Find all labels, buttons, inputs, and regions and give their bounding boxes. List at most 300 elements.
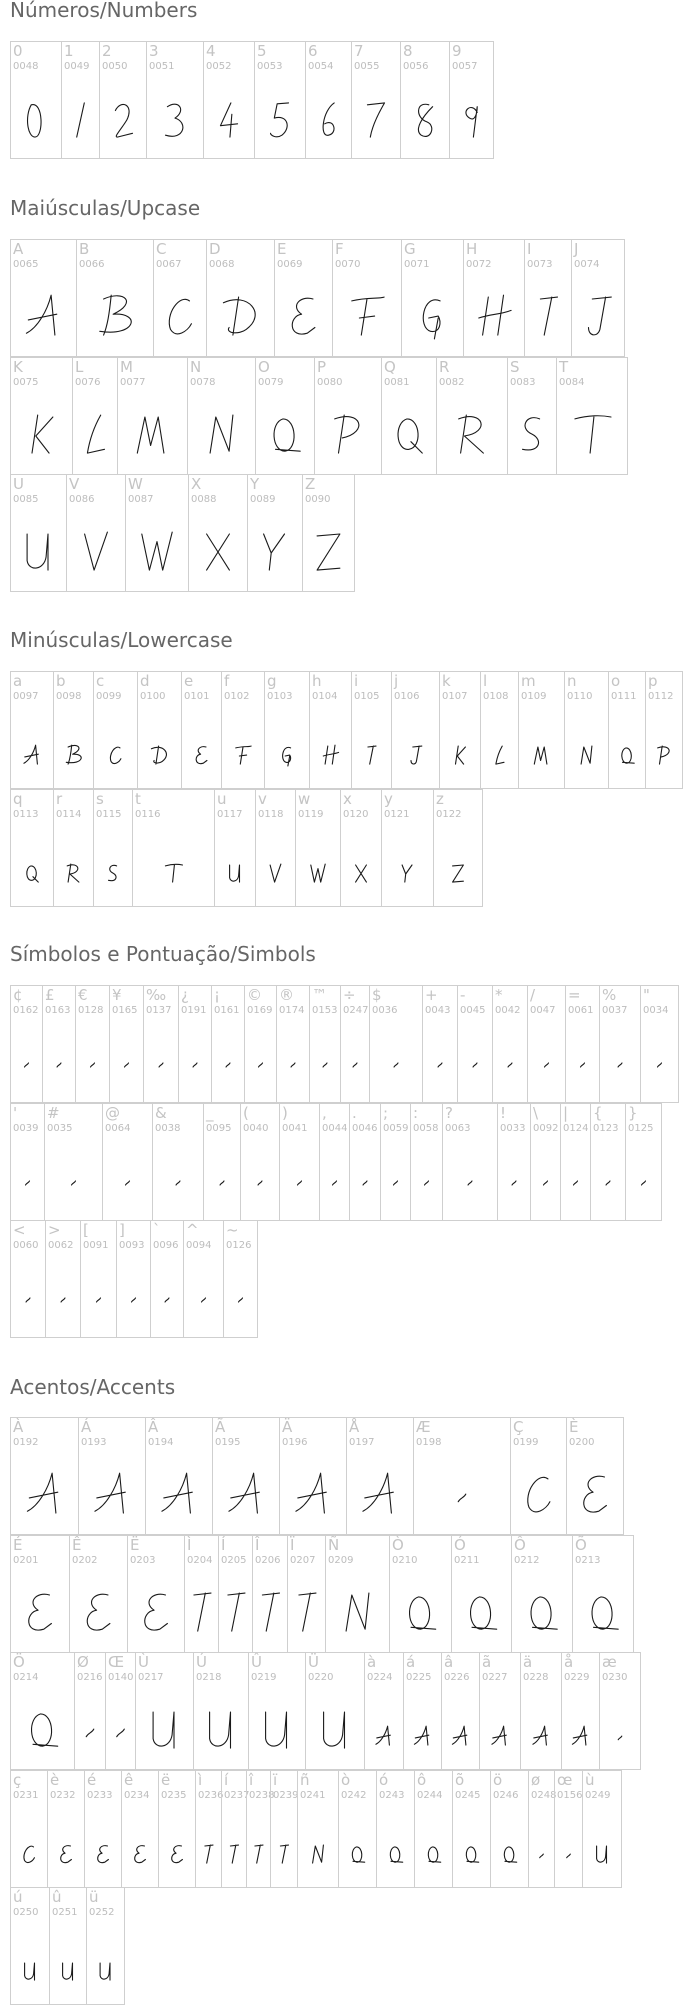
glyph-code-label: 0067 [156,259,182,270]
glyph-char-label: Î [255,1536,260,1554]
glyph-cell [608,671,646,789]
glyph-cell [248,1652,306,1770]
glyph-cell [279,1417,347,1535]
glyph-code-label: 0214 [13,1672,39,1683]
glyph-code-label: 0114 [56,809,82,820]
glyph-code-label: 0045 [460,1005,486,1016]
glyph-sample-drawing [280,1136,319,1216]
glyph-sample-drawing [443,1136,497,1216]
glyph-cell [287,1535,326,1653]
glyph-sample-drawing [315,390,381,470]
glyph-code-label: 0110 [567,691,593,702]
glyph-code-label: 0199 [513,1437,539,1448]
glyph-code-label: 0055 [354,61,380,72]
glyph-code-label: 0128 [78,1005,104,1016]
glyph-cell [78,1417,146,1535]
glyph-char-label: _ [206,1104,214,1122]
glyph-sample-drawing [11,507,66,587]
glyph-sample-drawing [306,74,351,154]
glyph-row [10,41,493,159]
glyph-sample-drawing [341,822,381,902]
glyph-char-label: h [312,672,322,690]
glyph-code-label: 0209 [328,1555,354,1566]
glyph-code-label: 0059 [383,1123,409,1134]
glyph-sample-drawing [67,507,125,587]
glyph-cell [125,474,189,592]
glyph-code-label: 0229 [564,1672,590,1683]
glyph-row [10,1887,124,2005]
glyph-char-label: s [96,790,104,808]
glyph-cell [10,1887,50,2005]
glyph-char-label: 0 [13,42,23,60]
glyph-cell [45,1220,81,1338]
glyph-char-label: U [13,475,24,493]
glyph-char-label: V [69,475,80,493]
glyph-char-label: ¢ [13,986,23,1004]
glyph-cell [325,1535,390,1653]
glyph-cell [116,1220,151,1338]
glyph-sample-drawing [453,1803,490,1883]
glyph-sample-drawing [565,704,608,784]
glyph-char-label: T [559,358,569,376]
section-title-numbers: Números/Numbers [10,0,198,22]
glyph-code-label: 0035 [47,1123,73,1134]
glyph-char-label: * [495,986,503,1004]
glyph-char-label: Í [221,1536,226,1554]
glyph-cell [302,474,355,592]
glyph-sample-drawing [561,1136,590,1216]
glyph-char-label: E [277,240,287,258]
glyph-code-label: 0165 [112,1005,138,1016]
glyph-sample-drawing [320,1136,349,1216]
glyph-code-label: 0089 [250,494,276,505]
glyph-sample-drawing [11,1568,69,1648]
glyph-code-label: 0105 [354,691,380,702]
glyph-sample-drawing [153,1136,203,1216]
glyph-sample-drawing [151,1253,183,1333]
glyph-sample-drawing [572,272,624,352]
glyph-code-label: 0103 [267,691,293,702]
glyph-code-label: 0070 [335,259,361,270]
glyph-code-label: 0080 [317,377,343,388]
glyph-cell [640,985,679,1103]
glyph-cell [10,474,67,592]
glyph-sample-drawing [296,822,340,902]
glyph-cell [223,1220,258,1338]
glyph-sample-drawing [189,507,247,587]
glyph-code-label: 0120 [343,809,369,820]
glyph-char-label: œ [557,1771,573,1789]
glyph-char-label: d [140,672,150,690]
glyph-code-label: 0043 [425,1005,451,1016]
glyph-cell [566,1417,624,1535]
glyph-char-label: ÷ [343,986,356,1004]
glyph-code-label: 0200 [569,1437,595,1448]
glyph-char-label: ã [482,1653,492,1671]
glyph-code-label: 0052 [206,61,232,72]
glyph-sample-drawing [75,1685,105,1765]
glyph-sample-drawing [450,74,493,154]
glyph-cell [582,1770,622,1888]
glyph-char-label: À [13,1418,24,1436]
glyph-sample-drawing [414,1450,510,1530]
glyph-cell [203,1103,241,1221]
glyph-char-label: Ï [290,1536,295,1554]
glyph-code-label: 0093 [119,1240,145,1251]
glyph-sample-drawing [392,704,439,784]
glyph-cell [10,1103,45,1221]
glyph-char-label: B [79,240,90,258]
glyph-cell [351,41,401,159]
glyph-char-label: 9 [452,42,462,60]
glyph-cell [117,357,188,475]
glyph-cell [452,1770,491,1888]
glyph-sample-drawing [11,74,61,154]
glyph-char-label: R [439,358,450,376]
glyph-sample-drawing [126,507,188,587]
glyph-sample-drawing [255,74,305,154]
glyph-sample-drawing [222,1803,246,1883]
glyph-cell [184,1535,219,1653]
glyph-char-label: É [13,1536,23,1554]
glyph-sample-drawing [464,272,524,352]
glyph-cell [439,671,481,789]
glyph-cell [400,41,450,159]
glyph-sample-drawing [204,1136,240,1216]
glyph-code-label: 0230 [602,1672,628,1683]
glyph-row [10,1770,621,1888]
glyph-sample-drawing [248,507,302,587]
glyph-sample-drawing [43,1018,75,1098]
glyph-cell [61,41,100,159]
glyph-code-label: 0196 [282,1437,308,1448]
glyph-char-label: Æ [416,1418,431,1436]
glyph-cell [564,671,609,789]
glyph-char-label: ( [243,1104,249,1122]
glyph-sample-drawing [452,1568,511,1648]
glyph-sample-drawing [122,1803,158,1883]
glyph-char-label: $ [372,986,382,1004]
glyph-char-label: ö [493,1771,503,1789]
glyph-sample-drawing [249,1685,305,1765]
glyph-sample-drawing [11,1253,45,1333]
glyph-sample-drawing [326,1568,389,1648]
glyph-sample-drawing [45,1136,102,1216]
glyph-char-label: Â [148,1418,159,1436]
glyph-sample-drawing [567,1450,623,1530]
glyph-code-label: 0249 [585,1790,611,1801]
glyph-code-label: 0038 [155,1123,181,1134]
glyph-code-label: 0246 [493,1790,519,1801]
glyph-sample-drawing [298,1803,338,1883]
glyph-cell [109,985,144,1103]
glyph-sample-drawing [196,1803,221,1883]
glyph-char-label: o [611,672,621,690]
glyph-code-label: 0104 [312,691,338,702]
glyph-char-label: = [568,986,581,1004]
glyph-code-label: 0204 [187,1555,213,1566]
glyph-sample-drawing [144,1018,178,1098]
glyph-sample-drawing [11,704,53,784]
glyph-cell [332,239,402,357]
glyph-cell [518,671,565,789]
glyph-cell [183,1220,224,1338]
glyph-char-label: L [75,358,84,376]
glyph-code-label: 0226 [444,1672,470,1683]
glyph-code-label: 0247 [343,1005,369,1016]
glyph-code-label: 0235 [161,1790,187,1801]
glyph-char-label: j [394,672,399,690]
glyph-code-label: 0094 [186,1240,212,1251]
glyph-sample-drawing [382,390,436,470]
glyph-cell [369,985,423,1103]
glyph-char-label: 3 [149,42,159,60]
glyph-char-label: f [224,672,230,690]
glyph-sample-drawing [583,1803,621,1883]
glyph-char-label: ñ [300,1771,310,1789]
glyph-code-label: 0124 [563,1123,589,1134]
glyph-cell [10,789,54,907]
glyph-cell [497,1103,531,1221]
glyph-char-label: X [191,475,202,493]
glyph-cell [590,1103,626,1221]
glyph-char-label: F [335,240,344,258]
glyph-code-label: 0195 [215,1437,241,1448]
glyph-char-label: í [224,1771,229,1789]
glyph-sample-drawing [11,1136,44,1216]
glyph-sample-drawing [253,1568,287,1648]
glyph-sample-drawing [521,1685,561,1765]
glyph-char-label: 5 [257,42,267,60]
section-title-lowercase: Minúsculas/Lowercase [10,628,233,652]
glyph-cell [599,1652,641,1770]
glyph-cell [132,789,215,907]
glyph-char-label: 2 [102,42,112,60]
glyph-cell [274,239,333,357]
glyph-sample-drawing [138,704,181,784]
glyph-sample-drawing [277,1018,309,1098]
glyph-code-label: 0125 [628,1123,654,1134]
glyph-sample-drawing [609,704,645,784]
glyph-cell [74,1652,106,1770]
glyph-char-label: â [444,1653,454,1671]
glyph-char-label: Ö [13,1653,25,1671]
glyph-code-label: 0050 [102,61,128,72]
glyph-char-label: û [52,1888,62,1906]
glyph-code-label: 0207 [290,1555,316,1566]
glyph-code-label: 0057 [452,61,478,72]
glyph-char-label: & [155,1104,167,1122]
glyph-code-label: 0097 [13,691,39,702]
glyph-cell [76,239,154,357]
glyph-cell [556,357,628,475]
glyph-cell [380,1103,411,1221]
glyph-sample-drawing [222,704,264,784]
glyph-cell [10,1652,75,1770]
glyph-cell [66,474,126,592]
glyph-cell [346,1417,414,1535]
glyph-row [10,1535,633,1653]
glyph-cell [279,1103,320,1221]
glyph-char-label: @ [105,1104,120,1122]
glyph-cell [10,1220,46,1338]
glyph-sample-drawing [347,1450,413,1530]
glyph-cell [146,41,204,159]
glyph-cell [295,789,341,907]
glyph-code-label: 0108 [483,691,509,702]
glyph-char-label: Ô [514,1536,526,1554]
glyph-code-label: 0092 [533,1123,559,1134]
glyph-code-label: 0098 [56,691,82,702]
glyph-cell [309,985,341,1103]
glyph-sample-drawing [365,1685,403,1765]
glyph-char-label: P [317,358,327,376]
glyph-cell [319,1103,350,1221]
glyph-char-label: + [425,986,438,1004]
glyph-cell [188,474,248,592]
section-title-accents: Acentos/Accents [10,1375,176,1399]
glyph-char-label: / [530,986,536,1004]
glyph-code-label: 0122 [436,809,462,820]
glyph-char-label: O [258,358,270,376]
glyph-char-label: Õ [575,1536,587,1554]
glyph-char-label: z [436,790,444,808]
glyph-char-label: ™ [312,986,327,1004]
glyph-code-label: 0079 [258,377,284,388]
glyph-char-label: \ [533,1104,539,1122]
glyph-sample-drawing [94,704,137,784]
glyph-sample-drawing [245,1018,276,1098]
glyph-char-label: î [249,1771,254,1789]
glyph-code-label: 0068 [209,259,235,270]
glyph-sample-drawing [437,390,507,470]
glyph-cell [510,1417,567,1535]
glyph-code-label: 0153 [312,1005,338,1016]
glyph-sample-drawing [194,1685,248,1765]
glyph-char-label: ¿ [181,986,189,1004]
glyph-char-label: ; [383,1104,389,1122]
glyph-cell [150,1220,184,1338]
glyph-sample-drawing [256,390,314,470]
glyph-sample-drawing [215,822,255,902]
glyph-code-label: 0205 [221,1555,247,1566]
glyph-code-label: 0163 [45,1005,71,1016]
glyph-cell [340,789,382,907]
glyph-char-label: D [209,240,221,258]
glyph-code-label: 0037 [602,1005,628,1016]
glyph-cell [69,1535,128,1653]
glyph-code-label: 0046 [352,1123,378,1134]
glyph-cell [490,1770,529,1888]
glyph-code-label: 0076 [75,377,101,388]
glyph-char-label: [ [83,1221,89,1239]
glyph-sample-drawing [100,74,146,154]
glyph-cell [572,1535,634,1653]
glyph-sample-drawing [117,1253,150,1333]
glyph-cell [463,239,525,357]
glyph-cell [47,1770,85,1888]
glyph-code-label: 0194 [148,1437,174,1448]
glyph-char-label: M [120,358,133,376]
glyph-sample-drawing [480,1685,520,1765]
glyph-sample-drawing [11,822,53,902]
glyph-cell [441,1652,480,1770]
glyph-cell [554,1770,583,1888]
glyph-sample-drawing [50,1920,86,2000]
glyph-char-label: e [184,672,194,690]
glyph-char-label: K [13,358,23,376]
glyph-sample-drawing [382,822,433,902]
glyph-sample-drawing [11,1920,49,2000]
glyph-sample-drawing [110,1018,143,1098]
glyph-sample-drawing [555,1803,582,1883]
glyph-char-label: Ã [215,1418,226,1436]
glyph-char-label: > [48,1221,61,1239]
glyph-char-label: æ [602,1653,617,1671]
glyph-char-label: b [56,672,66,690]
glyph-char-label: é [87,1771,97,1789]
glyph-cell [206,239,275,357]
glyph-cell [511,1535,573,1653]
glyph-char-label: Ú [196,1653,207,1671]
glyph-code-label: 0231 [13,1790,39,1801]
glyph-char-label: < [13,1221,26,1239]
glyph-cell [479,1652,521,1770]
glyph-sample-drawing [573,1568,633,1648]
glyph-char-label: Ì [187,1536,192,1554]
glyph-char-label: ! [500,1104,507,1122]
glyph-sample-drawing [557,390,627,470]
glyph-cell [214,789,256,907]
glyph-code-label: 0112 [648,691,674,702]
glyph-sample-drawing [188,390,255,470]
glyph-cell [212,1417,280,1535]
glyph-sample-drawing [339,1803,376,1883]
glyph-sample-drawing [11,272,76,352]
glyph-cell [203,41,255,159]
glyph-char-label: # [47,1104,60,1122]
glyph-code-label: 0217 [138,1672,164,1683]
glyph-code-label: 0083 [510,377,536,388]
glyph-code-label: 0252 [89,1907,115,1918]
glyph-char-label: : [413,1104,419,1122]
glyph-code-label: 0232 [50,1790,76,1801]
glyph-code-label: 0049 [64,61,90,72]
glyph-char-label: Ò [392,1536,404,1554]
glyph-code-label: 0091 [83,1240,109,1251]
glyph-cell [10,41,62,159]
glyph-code-label: 0061 [568,1005,594,1016]
glyph-char-label: } [628,1104,638,1122]
glyph-char-label: Ä [282,1418,293,1436]
glyph-sample-drawing [185,1568,218,1648]
glyph-cell [49,1887,87,2005]
glyph-sample-drawing [528,1018,565,1098]
glyph-code-label: 0044 [322,1123,348,1134]
glyph-code-label: 0206 [255,1555,281,1566]
glyph-code-label: 0115 [96,809,122,820]
glyph-code-label: 0066 [79,259,105,270]
glyph-code-label: 0047 [530,1005,556,1016]
glyph-code-label: 0213 [575,1555,601,1566]
glyph-cell [105,1652,136,1770]
glyph-sample-drawing [146,1450,212,1530]
glyph-char-label: S [510,358,520,376]
glyph-code-label: 0075 [13,377,39,388]
glyph-code-label: 0062 [48,1240,74,1251]
glyph-sample-drawing [481,704,518,784]
glyph-cell [524,239,572,357]
